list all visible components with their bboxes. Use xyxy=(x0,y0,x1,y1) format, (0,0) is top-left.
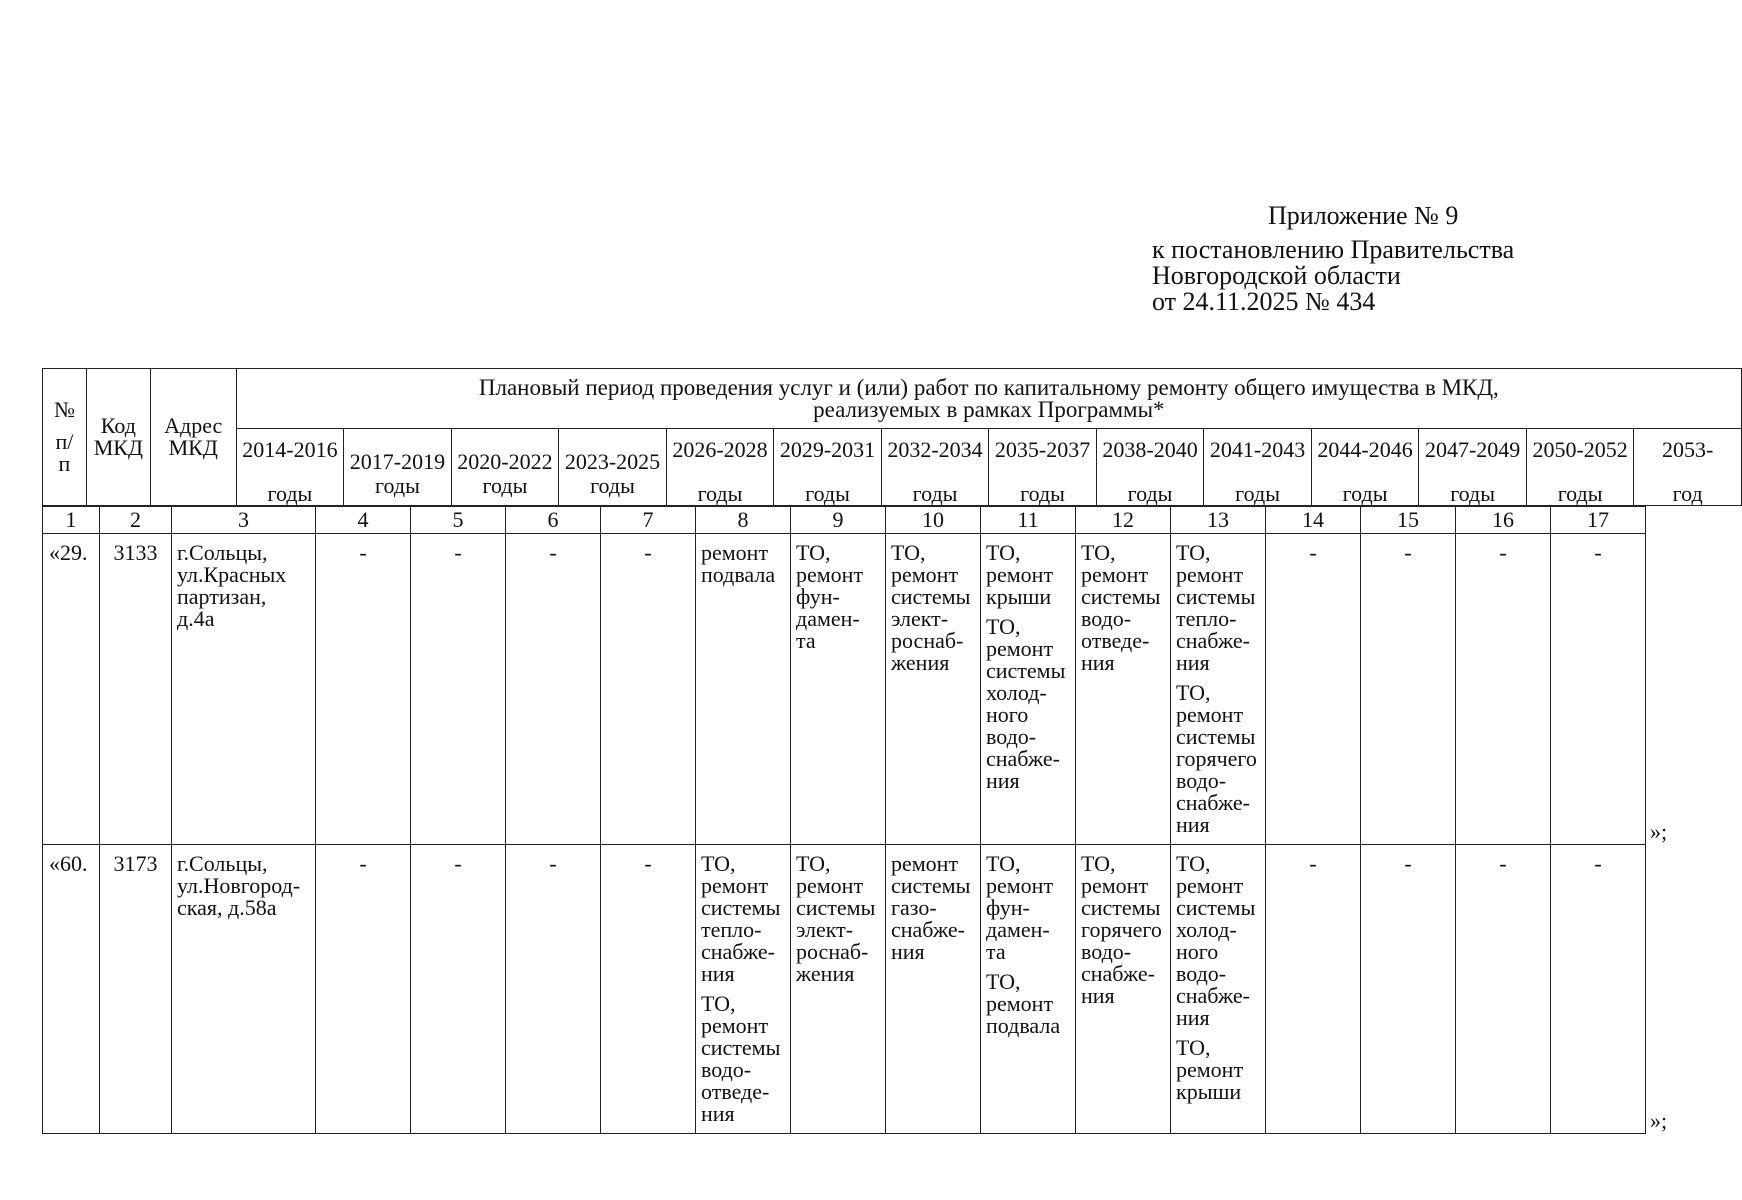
period-title-line-2: реализуемых в рамках Программы* xyxy=(813,397,1165,422)
work-item-line: системы xyxy=(701,895,781,920)
table-body xyxy=(42,506,1686,1134)
work-item-line: системы xyxy=(1081,584,1161,609)
year-range: 2029-2031 xyxy=(779,437,876,462)
header-col-code xyxy=(86,369,150,506)
address-line: г.Сольцы, xyxy=(177,540,268,565)
period-cell-empty: - xyxy=(1456,845,1551,1134)
period-cell-empty: - xyxy=(506,845,601,1134)
work-item-line: ремонт xyxy=(1176,562,1244,587)
year-range: 2047-2049 xyxy=(1424,437,1521,462)
decree-line-2: Новгородской области xyxy=(1152,261,1401,290)
header-no-line: № xyxy=(53,397,75,422)
year-range: 2041-2043 xyxy=(1209,437,1306,462)
work-item-line: ремонт xyxy=(796,873,864,898)
work-item-line: подвала xyxy=(986,1013,1061,1038)
period-cell-empty: - xyxy=(1361,845,1456,1134)
work-item-line: системы xyxy=(891,584,971,609)
year-suffix: годы xyxy=(1127,481,1173,506)
work-item-line: водо- xyxy=(1176,768,1227,793)
mkd-code-cell: 3173 xyxy=(100,845,172,1134)
work-item-line: ния xyxy=(701,961,735,986)
work-item-line: ТО, xyxy=(1081,851,1116,876)
work-item-line: ТО, xyxy=(796,851,831,876)
period-cell-work xyxy=(886,845,981,1134)
period-cell-work xyxy=(696,534,791,845)
work-item-line: ТО, xyxy=(701,991,736,1016)
work-item-line: ния xyxy=(1081,650,1115,675)
year-suffix: годы xyxy=(482,473,528,498)
work-item-line: водо- xyxy=(1176,961,1227,986)
header-year-cell xyxy=(1526,429,1634,506)
period-cell-empty: - xyxy=(506,534,601,845)
header-year-cell xyxy=(1096,429,1204,506)
column-number-cell: 3 xyxy=(172,507,316,534)
work-item xyxy=(1081,853,1168,1007)
work-item-line: ТО, xyxy=(891,540,926,565)
work-item-line: тепло- xyxy=(1176,606,1237,631)
work-item-line: дамен- xyxy=(986,917,1050,942)
period-cell-empty: - xyxy=(1456,534,1551,845)
work-item-line: водо- xyxy=(701,1057,752,1082)
work-item-line: ТО, xyxy=(1176,680,1211,705)
period-cell-work xyxy=(1171,845,1266,1134)
row-index-cell: «60. xyxy=(43,845,100,1134)
year-suffix: годы xyxy=(1235,481,1280,506)
work-item-line: ТО, xyxy=(1176,1035,1211,1060)
period-cell-work xyxy=(886,534,981,845)
work-item-line: системы xyxy=(796,895,876,920)
period-cell-work xyxy=(1076,845,1171,1134)
work-item-line: снабже- xyxy=(1081,961,1155,986)
work-item-line: снабже- xyxy=(986,746,1060,771)
work-item xyxy=(796,853,883,985)
work-item-line: ного xyxy=(986,702,1029,727)
year-range: 2050-2052 xyxy=(1532,437,1628,462)
work-item-line: ТО, xyxy=(796,540,831,565)
header-year-cell xyxy=(1311,429,1419,506)
work-item xyxy=(986,616,1073,792)
work-item-line: ремонт xyxy=(701,873,769,898)
work-item-line: ТО, xyxy=(986,540,1021,565)
mkd-code-cell: 3133 xyxy=(100,534,172,845)
work-item-line: системы xyxy=(1176,584,1256,609)
work-item-line: ния xyxy=(986,768,1020,793)
work-item-line: элект- xyxy=(891,606,949,631)
period-cell-empty: - xyxy=(1551,845,1646,1134)
header-year-cell xyxy=(881,429,989,506)
table-header xyxy=(42,368,1742,506)
work-item xyxy=(1176,542,1263,674)
work-item-line: ремонт xyxy=(1176,1057,1244,1082)
work-item-line: жения xyxy=(796,961,855,986)
address-line: г.Сольцы, xyxy=(177,851,268,876)
period-cell-empty: - xyxy=(1266,845,1361,1134)
work-item-line: дамен- xyxy=(796,606,860,631)
work-item-line: системы xyxy=(701,1035,781,1060)
year-suffix: годы xyxy=(1342,481,1388,506)
year-range: 2044-2046 xyxy=(1317,437,1413,462)
work-item xyxy=(701,542,788,586)
work-item-line: ния xyxy=(891,939,925,964)
year-range: 2032-2034 xyxy=(887,437,983,462)
table-row xyxy=(43,845,1686,1134)
work-item-line: газо- xyxy=(891,895,937,920)
period-cell-empty: - xyxy=(1266,534,1361,845)
work-item-line: ремонт xyxy=(1081,562,1149,587)
column-number-cell: 9 xyxy=(791,507,886,534)
work-item xyxy=(796,542,883,652)
year-range: 2014-2016 xyxy=(242,437,338,462)
header-period xyxy=(236,369,1741,429)
column-number-cell: 2 xyxy=(100,507,172,534)
work-item-line: ремонт xyxy=(701,1013,769,1038)
header-year-cell xyxy=(236,429,344,506)
year-range: 2017-2019 xyxy=(349,449,446,474)
year-range: 2020-2022 xyxy=(457,449,553,474)
work-item-line: роснаб- xyxy=(891,628,964,653)
header-year-cell xyxy=(989,429,1097,506)
address-line: ул.Красных xyxy=(177,562,287,587)
header-year-cell xyxy=(1204,429,1312,506)
work-item-line: снабже- xyxy=(701,939,775,964)
header-year-cell xyxy=(1419,429,1527,506)
row-end-mark: »; xyxy=(1650,1107,1668,1133)
appendix-header xyxy=(1152,203,1672,315)
period-cell-empty: - xyxy=(411,845,506,1134)
header-code-line: Код xyxy=(100,413,136,438)
address-line: ская, д.58а xyxy=(177,895,277,920)
year-suffix: годы xyxy=(590,473,635,498)
header-year-cell xyxy=(666,429,774,506)
column-number-cell: 14 xyxy=(1266,507,1361,534)
period-cell-work xyxy=(1171,534,1266,845)
work-item-line: ния xyxy=(1176,812,1210,837)
header-year-cell xyxy=(1634,429,1742,506)
decree-line-3: от 24.11.2025 № 434 xyxy=(1152,287,1376,316)
work-item-line: ния xyxy=(1176,1005,1210,1030)
header-col-number xyxy=(43,369,87,506)
work-item-line: ТО, xyxy=(986,851,1021,876)
work-item-line: ремонт xyxy=(796,562,864,587)
period-title-line-1: Плановый период проведения услуг и (или) работ по капитальному ремонту общего имущества в МКД, xyxy=(478,375,1499,400)
work-item-line: элект- xyxy=(796,917,854,942)
work-item xyxy=(891,853,978,963)
work-item-line: ТО, xyxy=(1176,851,1211,876)
work-item-line: та xyxy=(796,628,816,653)
work-item-line: водо- xyxy=(1081,939,1132,964)
work-item-line: ремонт xyxy=(986,991,1054,1016)
work-item-line: ТО, xyxy=(986,614,1021,639)
work-item-line: ния xyxy=(701,1101,735,1126)
work-item-line: системы xyxy=(891,873,971,898)
year-suffix: годы xyxy=(1450,481,1496,506)
work-item-line: роснаб- xyxy=(796,939,869,964)
year-range: 2023-2025 xyxy=(564,449,661,474)
work-item-line: отведе- xyxy=(1081,628,1150,653)
address-cell xyxy=(172,534,316,845)
work-item-line: системы xyxy=(986,658,1066,683)
work-item-line: водо- xyxy=(986,724,1037,749)
period-cell-empty: - xyxy=(601,534,696,845)
period-cell-empty: - xyxy=(316,534,411,845)
address-cell xyxy=(172,845,316,1134)
work-item-line: ремонт xyxy=(891,562,959,587)
column-number-cell: 4 xyxy=(316,507,411,534)
work-item-line: та xyxy=(986,939,1006,964)
header-no-line: п/ xyxy=(55,429,74,454)
column-number-cell: 6 xyxy=(506,507,601,534)
work-item xyxy=(1176,853,1263,1029)
work-item-line: ремонт xyxy=(1081,873,1149,898)
work-item xyxy=(986,853,1073,963)
work-item xyxy=(1176,1037,1263,1103)
work-item-line: горячего xyxy=(1081,917,1162,942)
work-item-line: снабже- xyxy=(891,917,965,942)
column-number-cell: 12 xyxy=(1076,507,1171,534)
header-no-line: п xyxy=(58,451,71,476)
work-item-line: фун- xyxy=(986,895,1030,920)
header-year-cell xyxy=(344,429,452,506)
period-cell-empty: - xyxy=(316,845,411,1134)
column-number-cell: 5 xyxy=(411,507,506,534)
work-item-line: жения xyxy=(891,650,950,675)
column-number-cell: 10 xyxy=(886,507,981,534)
header-year-cell xyxy=(451,429,559,506)
work-item-line: ремонт xyxy=(1176,873,1244,898)
column-number-row xyxy=(43,507,1686,534)
year-suffix: годы xyxy=(1557,481,1603,506)
work-item-line: ния xyxy=(1176,650,1210,675)
column-number-cell: 16 xyxy=(1456,507,1551,534)
column-number-cell: 11 xyxy=(981,507,1076,534)
work-item-line: ного xyxy=(1176,939,1219,964)
row-end-spacer xyxy=(1646,507,1686,534)
work-item-line: фун- xyxy=(796,584,840,609)
period-cell-work xyxy=(791,845,886,1134)
work-item-line: тепло- xyxy=(701,917,762,942)
period-cell-work xyxy=(791,534,886,845)
work-item-line: системы xyxy=(1176,895,1256,920)
work-item-line: ремонт xyxy=(1176,702,1244,727)
year-range: 2026-2028 xyxy=(672,437,768,462)
column-number-cell: 13 xyxy=(1171,507,1266,534)
work-item-line: ремонт xyxy=(701,540,769,565)
year-range: 2035-2037 xyxy=(994,437,1091,462)
year-range: 2053- xyxy=(1662,437,1714,462)
address-line: д.4а xyxy=(177,606,215,631)
work-item xyxy=(701,993,788,1125)
work-item-line: снабже- xyxy=(1176,790,1250,815)
column-number-cell: 17 xyxy=(1551,507,1646,534)
work-item-line: ТО, xyxy=(1081,540,1116,565)
year-suffix: год xyxy=(1672,481,1703,506)
work-item-line: ния xyxy=(1081,983,1115,1008)
work-item-line: водо- xyxy=(1081,606,1132,631)
work-item-line: крыши xyxy=(986,584,1052,609)
period-cell-empty: - xyxy=(411,534,506,845)
work-item-line: горячего xyxy=(1176,746,1257,771)
work-item-line: отведе- xyxy=(701,1079,770,1104)
column-number-cell: 7 xyxy=(601,507,696,534)
header-address-line: Адрес xyxy=(164,413,223,438)
period-cell-empty: - xyxy=(601,845,696,1134)
period-cell-empty: - xyxy=(1551,534,1646,845)
year-suffix: годы xyxy=(912,481,958,506)
address-line: партизан, xyxy=(177,584,267,609)
appendix-title: Приложение № 9 xyxy=(1268,201,1459,230)
year-range: 2038-2040 xyxy=(1102,437,1198,462)
work-item-line: ремонт xyxy=(986,873,1054,898)
work-item xyxy=(986,971,1073,1037)
period-cell-work xyxy=(1076,534,1171,845)
period-cell-empty: - xyxy=(1361,534,1456,845)
table-row xyxy=(43,534,1686,845)
work-item-line: системы xyxy=(1176,724,1256,749)
work-item-line: снабже- xyxy=(1176,983,1250,1008)
decree-line-1: к постановлению Правительства xyxy=(1152,235,1515,264)
work-item-line: холод- xyxy=(986,680,1047,705)
work-item xyxy=(701,853,788,985)
header-col-address xyxy=(150,369,236,506)
work-item-line: ремонт xyxy=(986,636,1054,661)
year-suffix: годы xyxy=(267,481,313,506)
work-item-line: холод- xyxy=(1176,917,1237,942)
work-item xyxy=(1081,542,1168,674)
address-line: ул.Новгород- xyxy=(177,873,301,898)
work-item xyxy=(891,542,978,674)
row-end-mark: »; xyxy=(1650,818,1668,844)
work-item-line: крыши xyxy=(1176,1079,1242,1104)
work-item-line: системы xyxy=(1081,895,1161,920)
work-item xyxy=(1176,682,1263,836)
work-item-line: ремонт xyxy=(986,562,1054,587)
work-item-line: ТО, xyxy=(986,969,1021,994)
header-year-cell xyxy=(774,429,882,506)
year-suffix: годы xyxy=(805,481,850,506)
year-suffix: годы xyxy=(1020,481,1065,506)
work-item-line: ТО, xyxy=(701,851,736,876)
period-cell-work xyxy=(696,845,791,1134)
work-item xyxy=(986,542,1073,608)
work-item-line: ТО, xyxy=(1176,540,1211,565)
work-item-line: снабже- xyxy=(1176,628,1250,653)
year-suffix: годы xyxy=(697,481,743,506)
header-address-line: МКД xyxy=(168,435,218,460)
work-item-line: ремонт xyxy=(891,851,959,876)
column-number-cell: 15 xyxy=(1361,507,1456,534)
column-number-cell: 8 xyxy=(696,507,791,534)
period-cell-work xyxy=(981,845,1076,1134)
column-number-cell: 1 xyxy=(43,507,100,534)
header-year-cell xyxy=(559,429,667,506)
header-code-line: МКД xyxy=(93,435,143,460)
row-index-cell: «29. xyxy=(43,534,100,845)
period-cell-work xyxy=(981,534,1076,845)
work-item-line: подвала xyxy=(701,562,776,587)
year-suffix: годы xyxy=(375,473,420,498)
